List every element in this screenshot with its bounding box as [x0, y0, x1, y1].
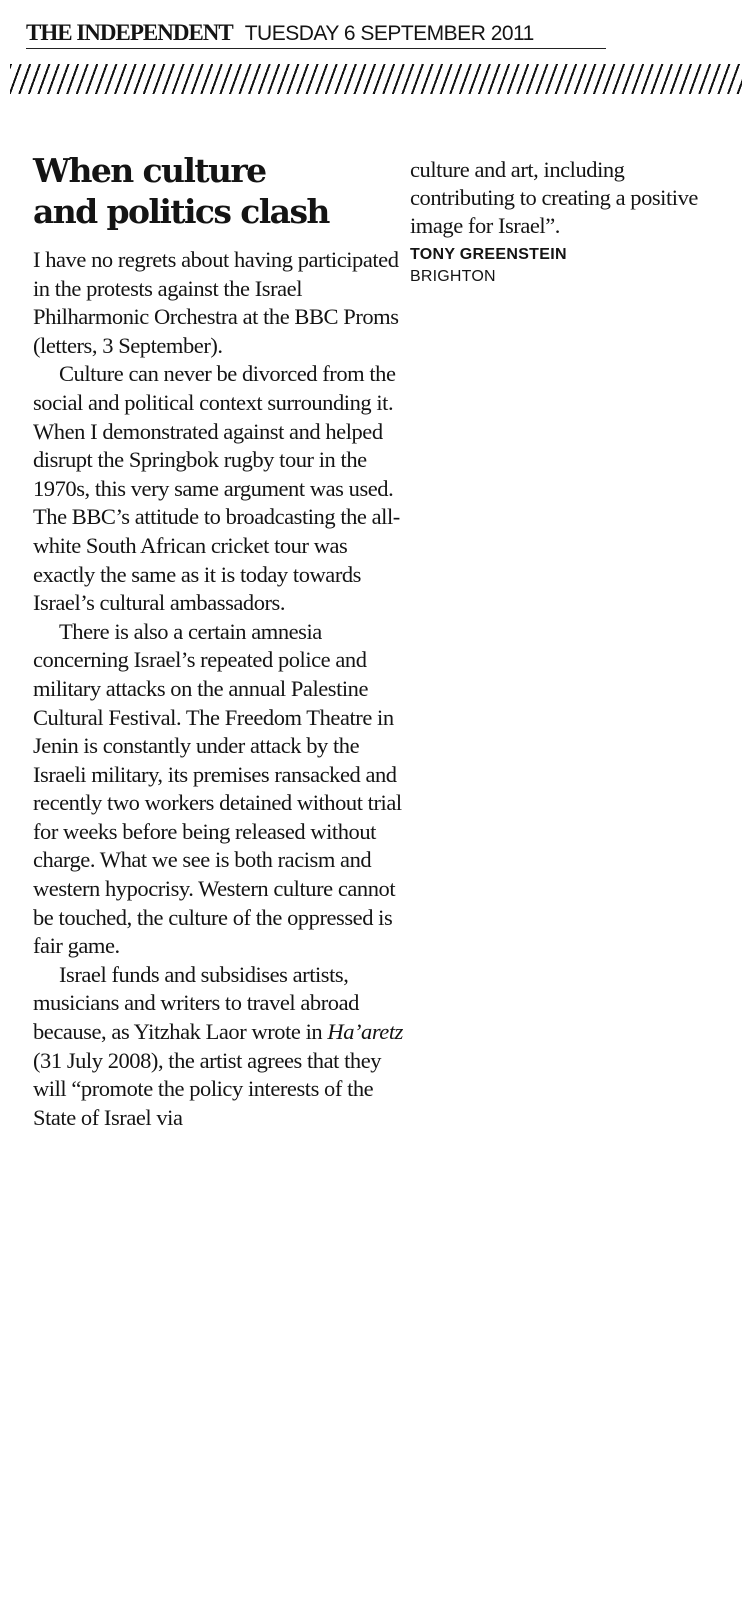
masthead [26, 20, 726, 50]
continuation-text: culture and art, including contributing to creating a positive image for Israel”. [410, 157, 698, 238]
letter-continuation [410, 156, 730, 240]
publication-name: Ha’aretz [327, 1019, 403, 1045]
headline-line-2: and politics clash [33, 192, 329, 231]
paragraph-3: There is also a certain amnesia concerning Israel’s repeated police and military attacks on the annual Palestine Cultural Festival. The Freedom Theatre in Jenin is constantly under attack by the Israeli military, its premises ransacked and recently two workers detained without trial for weeks before being released without charge. What we see is both racism and western hypocrisy. Western culture cannot be touched, the culture of the oppressed is fair game. [33, 618, 402, 959]
paragraph-1: I have no regrets about having participated in the protests against the Israel Philharmonic Orchestra at the BBC Proms (letters, 3 September). [33, 247, 399, 358]
letter-column-right [410, 156, 730, 286]
publication-date: TUESDAY 6 SEPTEMBER 2011 [244, 22, 534, 45]
signature-name: TONY GREENSTEIN [410, 246, 567, 263]
paragraph-4 [33, 961, 403, 1133]
letter-column-left [33, 150, 403, 1132]
signature-place: BRIGHTON [410, 268, 496, 285]
paragraph-4-end: (31 July 2008), the artist agrees that they will “promote the policy interests of the State of Israel via [33, 1047, 382, 1130]
paragraph-2: Culture can never be divorced from the social and political context surrounding it. When I demonstrated against and helped disrupt the Springbok rugby tour in the 1970s, this very same argument was used. The BBC’s attitude to broadcasting the all-white South African cricket tour was exactly the same as it is today towards Israel’s cultural ambassadors. [33, 361, 400, 616]
newspaper-name: THE INDEPENDENT [26, 20, 233, 45]
letter-headline [33, 150, 393, 232]
letter-body [33, 246, 403, 1132]
headline-line-1: When culture [33, 151, 266, 190]
paragraph-4-start: Israel funds and subsidises artists, musicians and writers to travel abroad because, as Yitzhak Laor wrote in [33, 961, 359, 1045]
masthead-rule [26, 48, 606, 49]
hatched-divider [10, 64, 742, 94]
